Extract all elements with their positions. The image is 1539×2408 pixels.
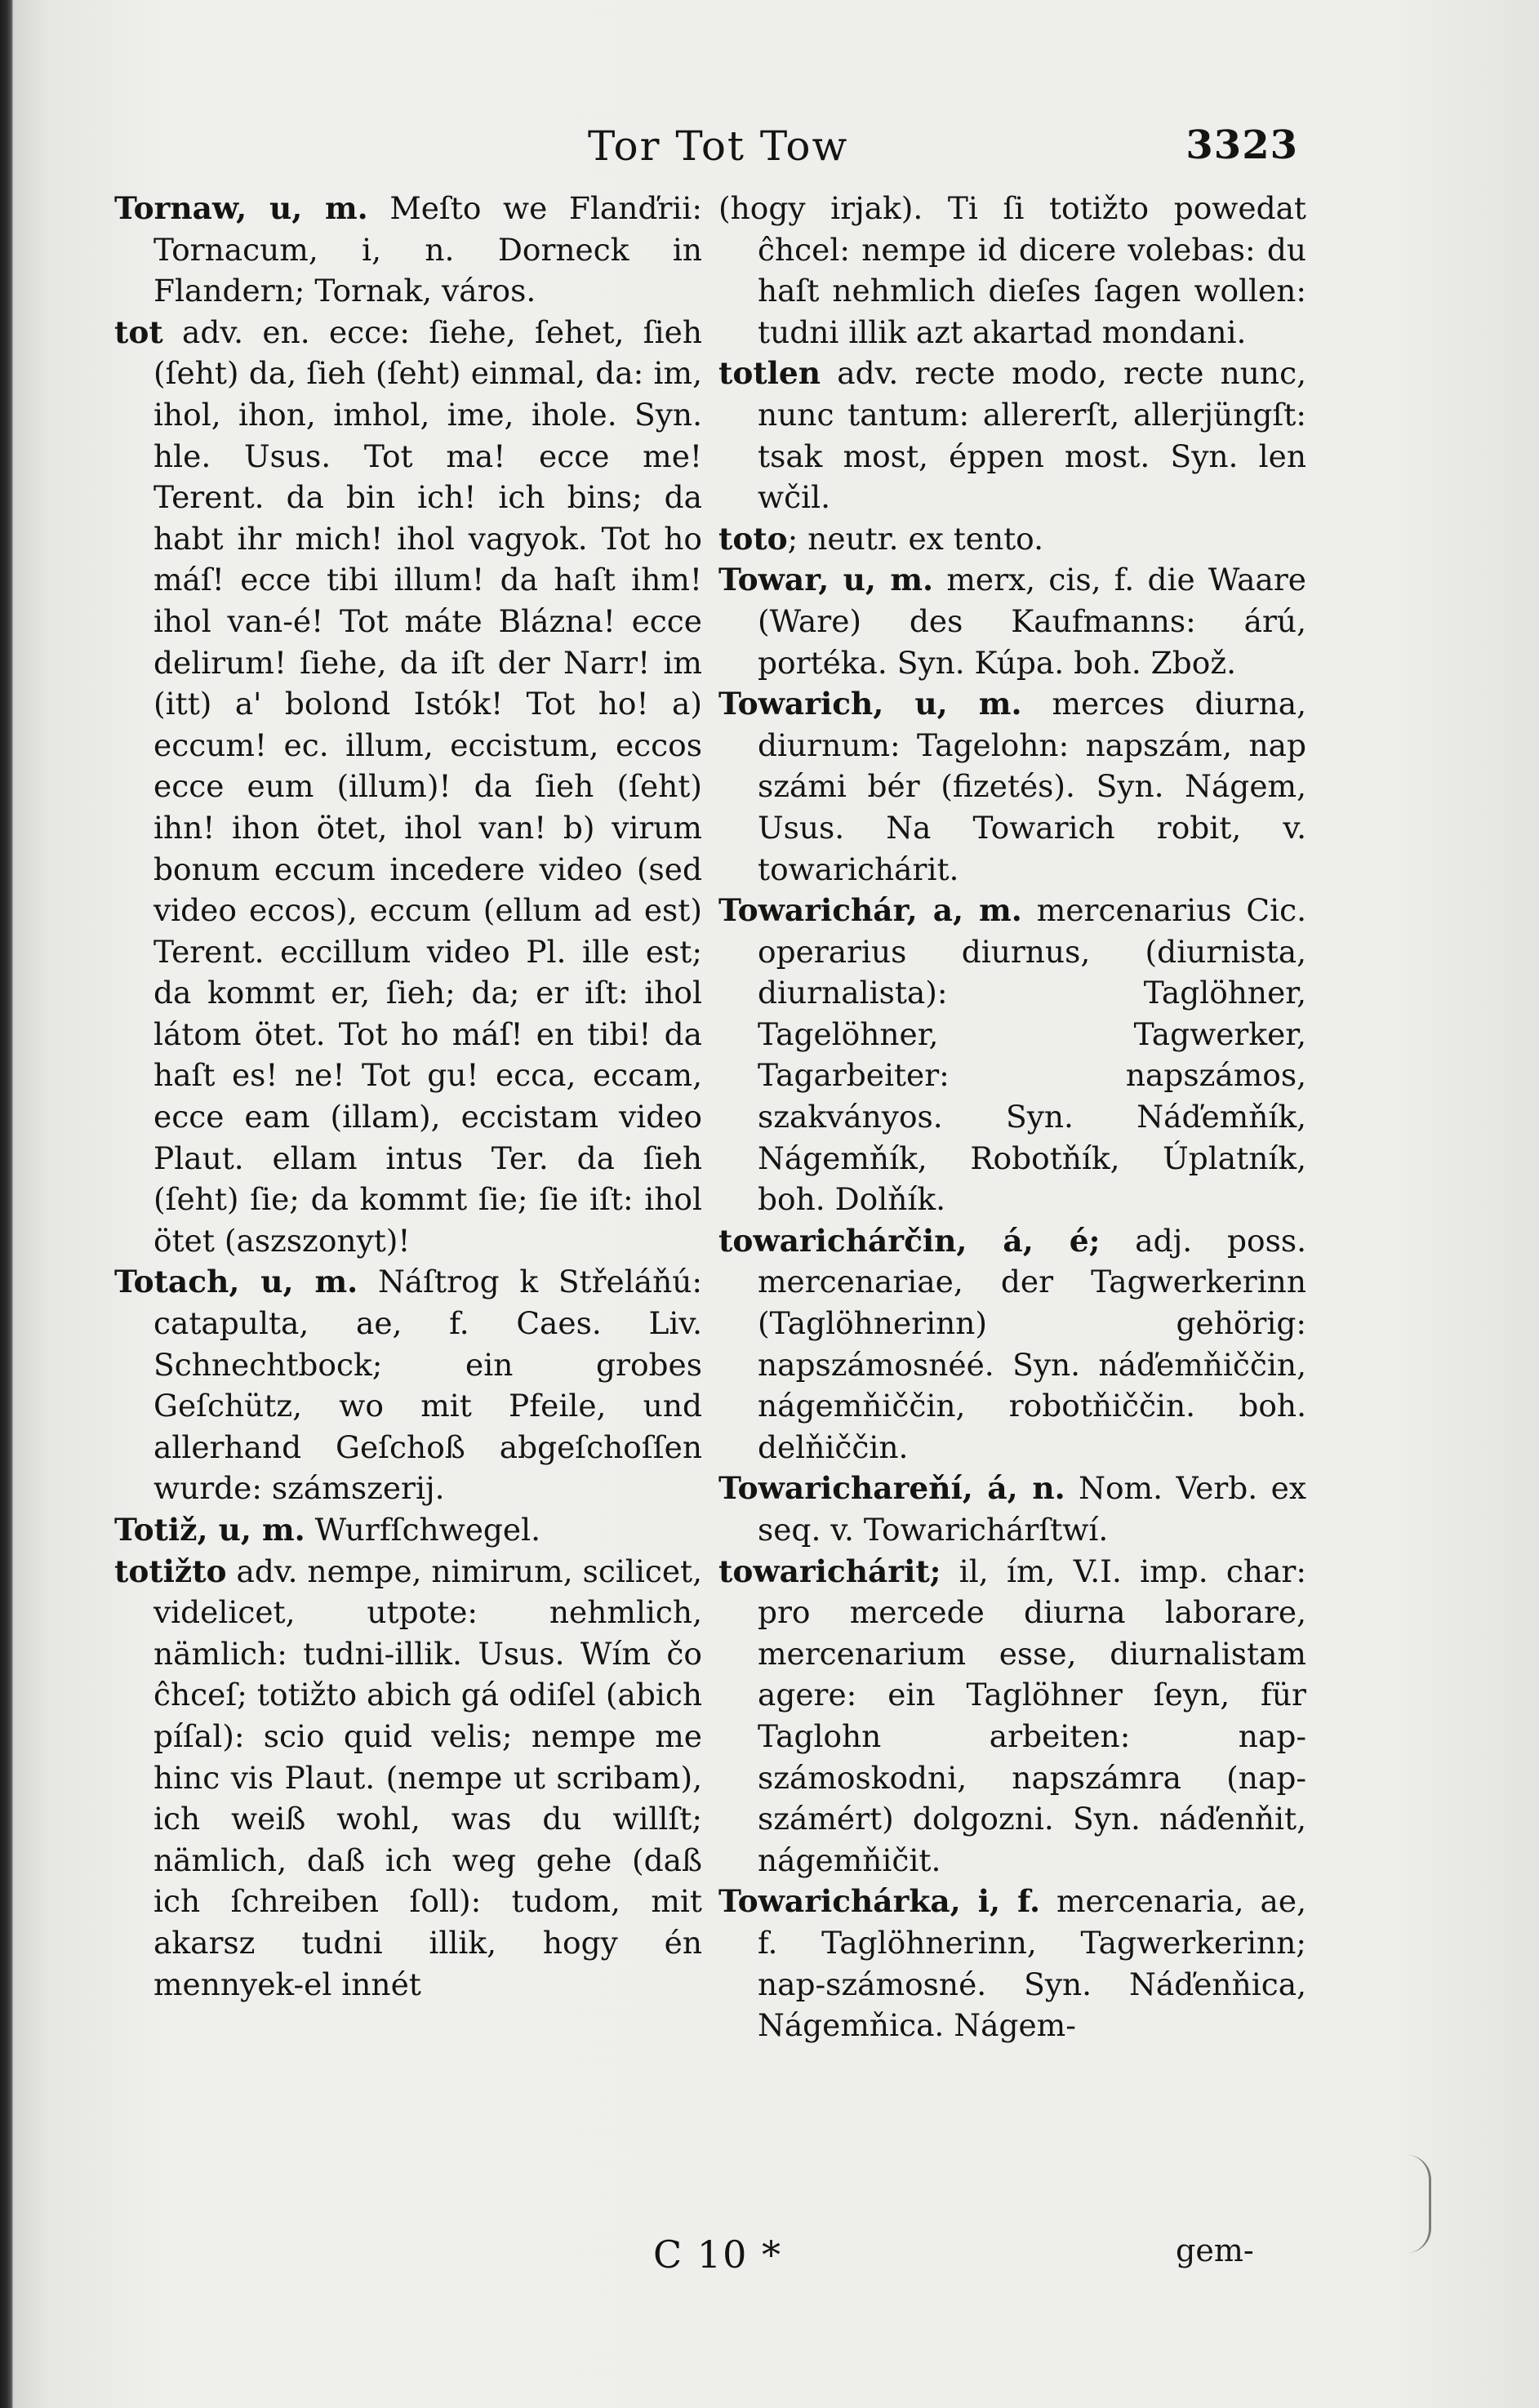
entry-towar <box>718 559 1306 683</box>
headword: toto <box>718 520 788 557</box>
headword: towarichárčin, á, é; <box>718 1222 1101 1259</box>
page-number: 3323 <box>1185 122 1298 168</box>
headword: totlen <box>718 355 821 392</box>
signature-mark: C 10 * <box>653 2233 782 2277</box>
entry-tornaw <box>114 188 702 312</box>
entry-text: il, ím, V.I. imp. char: pro mercede diurna laborare, mercenarium esse, diurnalistam agere: ein Taglöhner ſeyn, für Taglohn arbeiten: nap-számoskodni, napszámra (nap-számért) dolgozni. Syn. náďenňit, nágemňičit. <box>758 1553 1306 1878</box>
entry-text: merces diurna, diurnum: Tagelohn: napszám, nap számi bér (fizetés). Syn. Nágem, Usus. Na Towarich robit, v. towarichárit. <box>758 686 1307 887</box>
headword: Totach, u, m. <box>114 1264 358 1300</box>
entry-text: (hogy irjak). Ti ſi totižto powedat ĉhcel: nempe id dicere volebas: du haſt nehmlich dieſes ſagen wollen: tudni illik azt akartad mondani. <box>718 190 1306 350</box>
headword: tot <box>114 313 163 350</box>
page-header <box>98 122 1298 180</box>
headword: Towar, u, m. <box>718 562 934 598</box>
entry-text: Meſto we Flanďrii: Tornacum, i, n. Dorneck in Flandern; Tornak, város. <box>153 190 702 309</box>
entry-continuation <box>718 188 1306 353</box>
headword: totižto <box>114 1553 227 1589</box>
headword: Towarichareňí, á, n. <box>718 1470 1065 1507</box>
entry-totlen <box>718 353 1306 518</box>
entry-towaricharit <box>718 1551 1306 1882</box>
entry-towaricharen <box>718 1468 1306 1550</box>
entry-text: ; neutr. ex tento. <box>787 520 1044 557</box>
entry-totizto <box>114 1551 702 2006</box>
headword: Towarichár, a, m. <box>718 892 1022 929</box>
entry-text: adv. recte modo, recte nunc, nunc tantum: allererſt, allerjüngſt: tsak most, éppen most. Syn. len wčil. <box>758 355 1306 516</box>
headword: Towarich, u, m. <box>718 686 1022 722</box>
entry-tot <box>114 312 702 1262</box>
entry-text: adj. poss. mercenariae, der Tagwerkerinn (Taglöhnerinn) gehörig: napszámosnéé. Syn. náďemňiččin, nágemňiččin, robotňiččin. boh. delňiččin. <box>758 1222 1307 1465</box>
margin-pencil-mark <box>1404 2155 1431 2253</box>
headword: Tornaw, u, m. <box>114 190 368 226</box>
entry-totach <box>114 1261 702 1509</box>
headword: towarichárit; <box>718 1553 941 1589</box>
entry-text: mercenarius Cic. operarius diurnus, (diurnista, diurnalista): Taglöhner, Tagelöhner, Tagwerker, Tagarbeiter: napszámos, szakványos. Syn. Náďemňík, Nágemňík, Robotňík, Úplatník, boh. Dolňík. <box>758 892 1306 1218</box>
left-column <box>114 188 702 2005</box>
entry-text: adv. nempe, nimirum, scilicet, videlicet, utpote: nehmlich, nämlich: tudni-illik. Usus. Wím čo ĉhceſ; totižto abich gá odiſel (abich píſal): scio quid velis; nempe me hinc vis Plaut. (nempe ut scribam), ich weiß wohl, was du willſt; nämlich, daß ich weg gehe (daß ich ſchreiben ſoll): tudom, mit akarsz tudni illik, hogy én mennyek-el innét <box>153 1553 703 2002</box>
book-binding-edge <box>0 0 13 2408</box>
entry-text: Nom. Verb. ex seq. v. Towarichárſtwí. <box>758 1470 1307 1548</box>
right-column <box>718 188 1306 2046</box>
entry-towarichar <box>718 890 1306 1220</box>
running-title: Tor Tot Tow <box>588 122 849 170</box>
entry-text: Wurfſchwegel. <box>314 1512 541 1548</box>
entry-towarich <box>718 683 1306 890</box>
entry-totiz <box>114 1509 702 1551</box>
headword: Totiž, u, m. <box>114 1512 305 1548</box>
entry-text: adv. en. ecce: ſiehe, ſehet, ſieh (ſeht) da, ſieh (ſeht) einmal, da: im, ihol, ihon, imhol, ime, ihole. Syn. hle. Usus. Tot ma! ecce me! Terent. da bin ich! ich bins; da habt ihr mich! ihol vagyok. Tot ho máſ! ecce tibi illum! da haſt ihm! ihol van-é! Tot máte Blázna! ecce delirum! ſiehe, da iſt der Narr! im (itt) a' bolond Istók! Tot ho! a) eccum! ec. illum, eccistum, eccos ecce eum (illum)! da ſieh (ſeht) ihn! ihon ötet, ihol van! b) virum bonum eccum incedere video (sed video eccos), eccum (ellum ad est) Terent. eccillum video Pl. ille est; da kommt er, ſieh; da; er iſt: ihol látom ötet. Tot ho máſ! en tibi! da haſt es! ne! Tot gu! ecca, eccam, ecce eam (illam), eccistam video Plaut. ellam intus Ter. da ſieh (ſeht) ſie; da kommt ſie; ſie iſt: ihol ötet (aszszonyt)! <box>153 313 703 1259</box>
headword: Towarichárka, i, f. <box>718 1883 1041 1920</box>
entry-text: mercenaria, ae, f. Taglöhnerinn, Tagwerkerinn; nap-számosné. Syn. Náďenňica, Nágemňica. Nágem- <box>758 1883 1307 2044</box>
entry-text: merx, cis, f. die Waare (Ware) des Kaufmanns: árú, portéka. Syn. Kúpa. boh. Zbož. <box>758 562 1306 681</box>
entry-towaricharcin <box>718 1220 1306 1468</box>
catchword: gem- <box>1176 2233 1254 2268</box>
entry-towaricharka <box>718 1881 1306 2046</box>
entry-toto <box>718 518 1306 560</box>
entry-text: Náſtrog k Střeláňú: catapulta, ae, f. Caes. Liv. Schnechtbock; ein grobes Geſchütz, wo mit Pfeile, und allerhand Geſchoß abgeſchoſſen wurde: számszerij. <box>153 1264 703 1507</box>
